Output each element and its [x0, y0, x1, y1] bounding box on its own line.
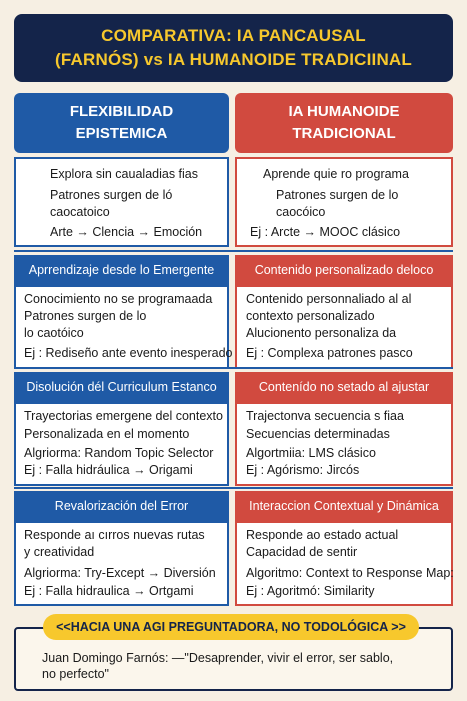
section1-right-line: Ej : Complexa patrones pasco	[246, 346, 413, 360]
right-header-line-2: TRADICIONAL	[292, 125, 396, 142]
quote-line-2: no perfecto"	[42, 667, 109, 681]
section1-right-line: contexto personalizado	[246, 309, 375, 323]
section1-left-header: Aprrendizaje desde lo Emergente	[14, 255, 229, 285]
section3-right-header: Interaccion Contextual y Dinámica	[235, 491, 453, 521]
footer-banner: <<HACIA UNA AGI PREGUNTADORA, NO TODOLÓGICA >>	[43, 614, 419, 640]
intro-right-line: caocóico	[276, 205, 326, 219]
section2-right-header: Contenído no setado al ajustar	[235, 372, 453, 402]
left-header-line-2: EPISTEMICA	[75, 125, 168, 142]
left-column-header	[14, 93, 229, 153]
intro-left-line: Explora sin caualadias fias	[50, 167, 198, 181]
section3-left-line: y creatividad	[24, 545, 95, 559]
intro-right-line: Aprende quie ro programa	[263, 167, 409, 181]
left-header-line-1: FLEXIBILIDAD	[69, 103, 174, 120]
title-line-1: COMPARATIVA: IA PANCAUSAL	[101, 26, 366, 45]
section1-left-line: lo caotóico	[24, 326, 84, 340]
section2-right-line: Secuencias determinadas	[246, 427, 390, 441]
section3-right-line: Responde ao estado actual	[246, 528, 399, 542]
intro-left-line: Arte → Clencia → Emoción	[50, 225, 203, 239]
section3-left-line: Ej : Falla hidraulica → Ortgami	[24, 584, 194, 598]
section3-right-line: Ej : Agoritmó: Similarity	[246, 584, 375, 598]
right-header-line-1: IA HUMANOIDE	[288, 103, 400, 120]
section3-left-line: Algriorma: Try-Except → Diversión	[24, 566, 216, 580]
page-title	[14, 14, 453, 82]
intro-right-line: Ej : Arcte → MOOC clásico	[250, 225, 401, 239]
section3-right-line: Algoritmo: Context to Response Map:	[246, 566, 454, 580]
section3-left-header: Revalorización del Error	[14, 491, 229, 521]
intro-left-line: Patrones surgen de ló	[50, 188, 173, 202]
section1-right-line: Contenido personnaliado al al	[246, 292, 412, 306]
section3-right-line: Capacidad de sentir	[246, 545, 358, 559]
section1-left-line: Conocimiento no se programaada	[24, 292, 213, 306]
section2-left-line: Ej : Falla hidráulica → Origami	[24, 463, 193, 477]
section2-right-line: Ej : Agórismo: Jircós	[246, 463, 360, 477]
right-column-header	[235, 93, 453, 153]
intro-left-line: caocatoico	[50, 205, 110, 219]
intro-right-line: Patrones surgen de lo	[276, 188, 399, 202]
section1-right-line: Alucionento personaliza da	[246, 326, 397, 340]
title-line-2: (FARNÓS) vs IA HUMANOIDE TRADICIINAL	[55, 50, 412, 69]
section1-left-line: Patrones surgen de lo	[24, 309, 147, 323]
section-divider	[14, 250, 453, 252]
section1-left-line: Ej : Rediseño ante evento inesperado	[24, 346, 233, 360]
section2-left-line: Algriorma: Random Topic Selector	[24, 446, 214, 460]
section-divider	[14, 487, 453, 489]
section2-left-line: Trayectorias emergene del contexto	[24, 409, 223, 423]
section2-right-line: Algortmiia: LMS clásico	[246, 446, 376, 460]
section2-right-line: Trajectonva secuencia s fiaa	[246, 409, 404, 423]
quote-line-1: Juan Domingo Farnós: —"Desaprender, vivir el error, ser sablo,	[42, 651, 394, 665]
section3-left-line: Responde aı cırros nuevas rutas	[24, 528, 205, 542]
section2-left-line: Personalizada en el momento	[24, 427, 190, 441]
section1-right-header: Contenido personalizado deloco	[235, 255, 453, 285]
section2-left-header: Disolución dél Curriculum Estanco	[14, 372, 229, 402]
section-divider	[14, 367, 453, 369]
